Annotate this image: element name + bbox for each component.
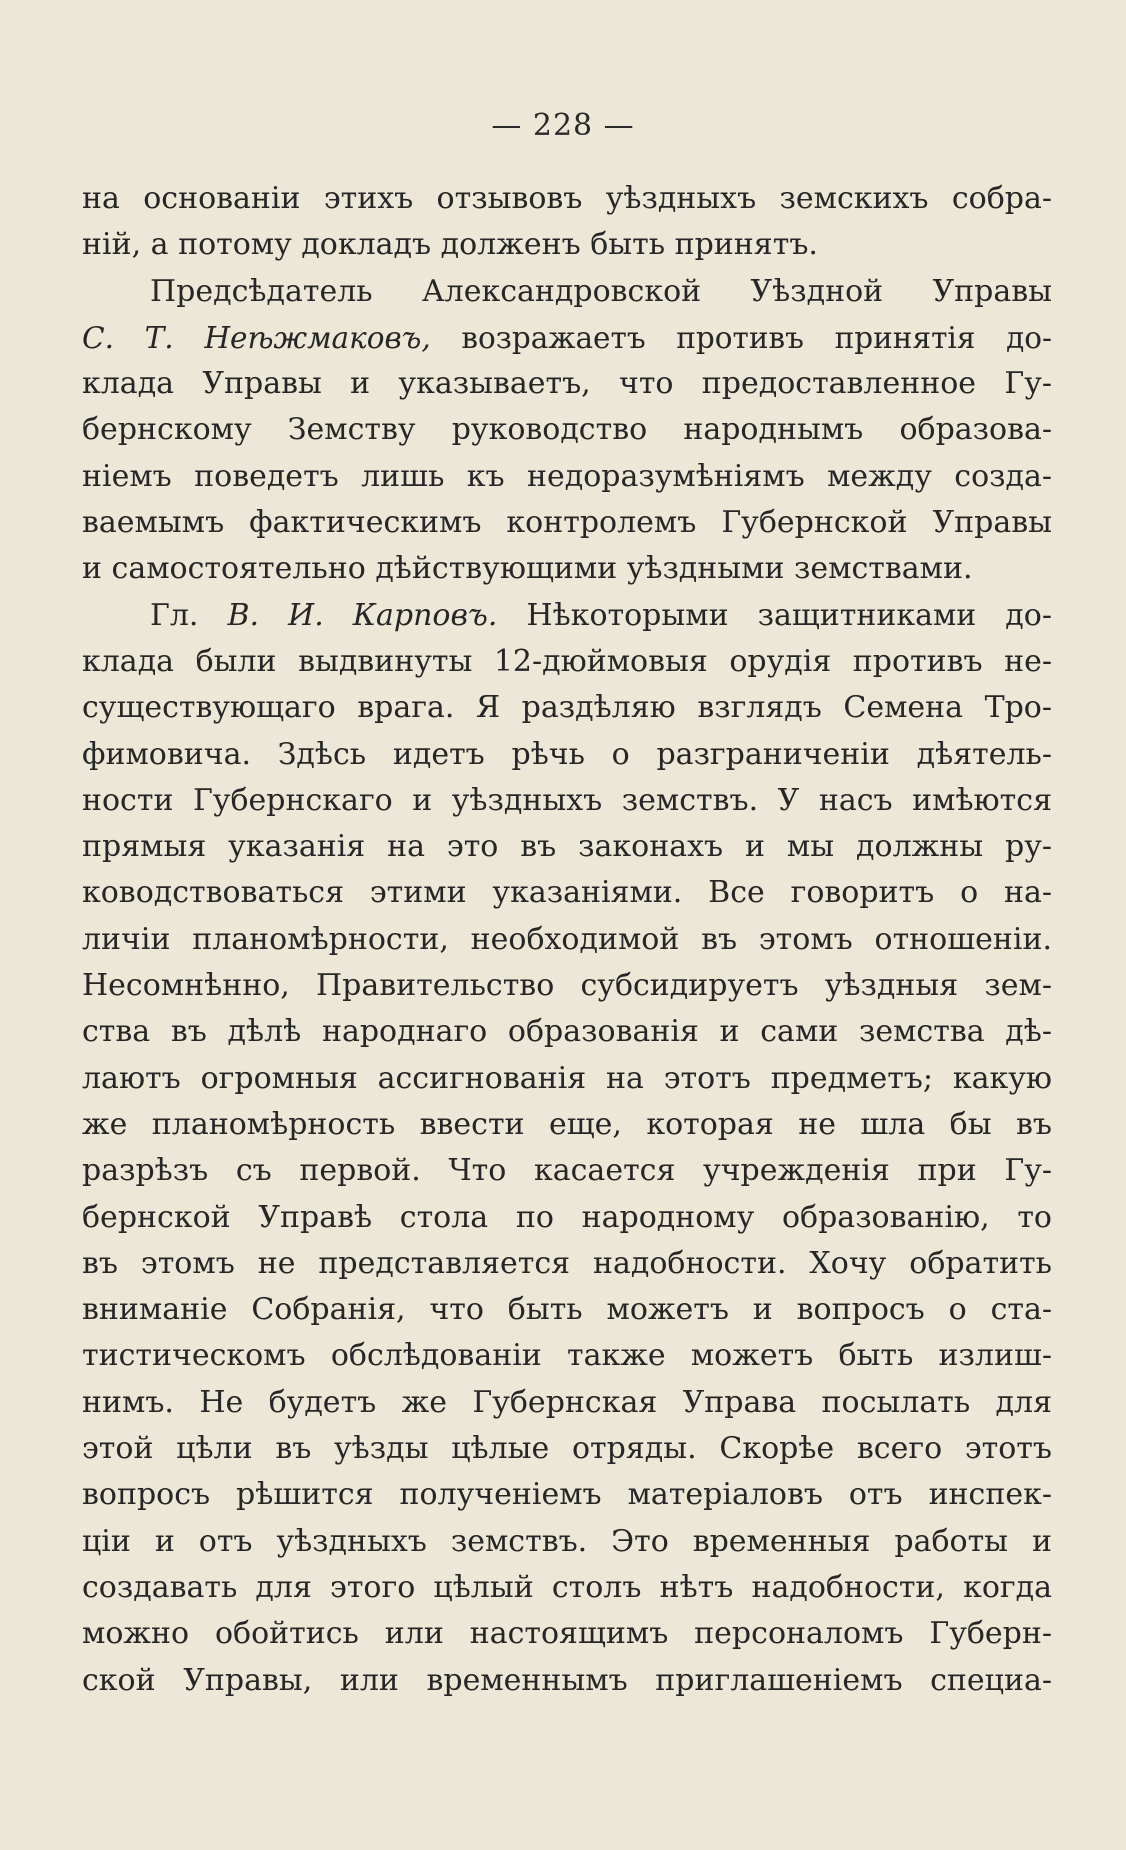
text-line: личіи планомѣрности, необходимой въ этомъ отношеніи. (82, 921, 1052, 957)
text-line: ности Губернскаго и уѣздныхъ земствъ. У насъ имѣются (82, 782, 1052, 818)
text-line: бернскому Земству руководство народнымъ образова- (82, 412, 1052, 448)
text-line: въ этомъ не представляется надобности. Хочу обратить (82, 1245, 1052, 1281)
text-line: разрѣзъ съ первой. Что касается учрежденія при Гу- (82, 1153, 1052, 1189)
text-line: Гл. В. И. Карповъ. Нѣкоторыми защитниками до- (150, 597, 1052, 633)
text-line: фимовича. Здѣсь идетъ рѣчь о разграниченіи дѣятель- (82, 736, 1052, 772)
text-line: этой цѣли въ уѣзды цѣлые отряды. Скорѣе всего этотъ (82, 1431, 1052, 1467)
text-line: ской Управы, или временнымъ приглашеніемъ специа- (82, 1662, 1052, 1698)
text-line: ціи и отъ уѣздныхъ земствъ. Это временныя работы и (82, 1523, 1052, 1559)
text-line: вопросъ рѣшится полученіемъ матеріаловъ отъ инспек- (82, 1477, 1052, 1513)
text-line: ваемымъ фактическимъ контролемъ Губернской Управы (82, 505, 1052, 541)
text-line: ства въ дѣлѣ народнаго образованія и сами земства дѣ- (82, 1014, 1052, 1050)
text-line: нимъ. Не будетъ же Губернская Управа посылать для (82, 1384, 1052, 1420)
text-line: создавать для этого цѣлый столъ нѣтъ надобности, когда (82, 1569, 1052, 1605)
text-line: вниманіе Собранія, что быть можетъ и вопросъ о ста- (82, 1292, 1052, 1328)
text-line: и самостоятельно дѣйствующими уѣздными земствами. (82, 551, 973, 587)
page-number: — 228 — (491, 108, 635, 143)
text-line: ководствоваться этими указаніями. Все говоритъ о на- (82, 875, 1052, 911)
text-line: бернской Управѣ стола по народному образованію, то (82, 1199, 1052, 1235)
text-line: Несомнѣнно, Правительство субсидируетъ уѣздныя зем- (82, 968, 1052, 1004)
text-line: Предсѣдатель Александровской Уѣздной Управы (150, 273, 1052, 309)
text-line: же планомѣрность ввести еще, которая не шла бы въ (82, 1106, 1052, 1142)
text-line: ніемъ поведетъ лишь къ недоразумѣніямъ между созда- (82, 458, 1052, 494)
text-line: клада Управы и указываетъ, что предоставленное Гу- (82, 366, 1052, 402)
text-line: ній, а потому докладъ долженъ быть принятъ. (82, 227, 818, 263)
body-text (82, 176, 1052, 1704)
text-line: тистическомъ обслѣдованіи также можетъ быть излиш- (82, 1338, 1052, 1374)
speaker-name: В. И. Карповъ. (227, 597, 498, 633)
speaker-name: С. Т. Неѣжмаковъ, (82, 320, 431, 355)
text-line: прямыя указанія на это въ законахъ и мы должны ру- (82, 829, 1052, 865)
text-line: клада были выдвинуты 12-дюймовыя орудія противъ не- (82, 643, 1052, 679)
text-line: можно обойтись или настоящимъ персоналомъ Губерн- (82, 1616, 1052, 1652)
text-line: существующаго врага. Я раздѣляю взглядъ Семена Тро- (82, 690, 1052, 726)
text-line: лаютъ огромныя ассигнованія на этотъ предметъ; какую (82, 1060, 1052, 1096)
text-line: на основаніи этихъ отзывовъ уѣздныхъ земскихъ собра- (82, 181, 1052, 216)
text-line: С. Т. Неѣжмаковъ, возражаетъ противъ принятія до- (82, 320, 1052, 355)
